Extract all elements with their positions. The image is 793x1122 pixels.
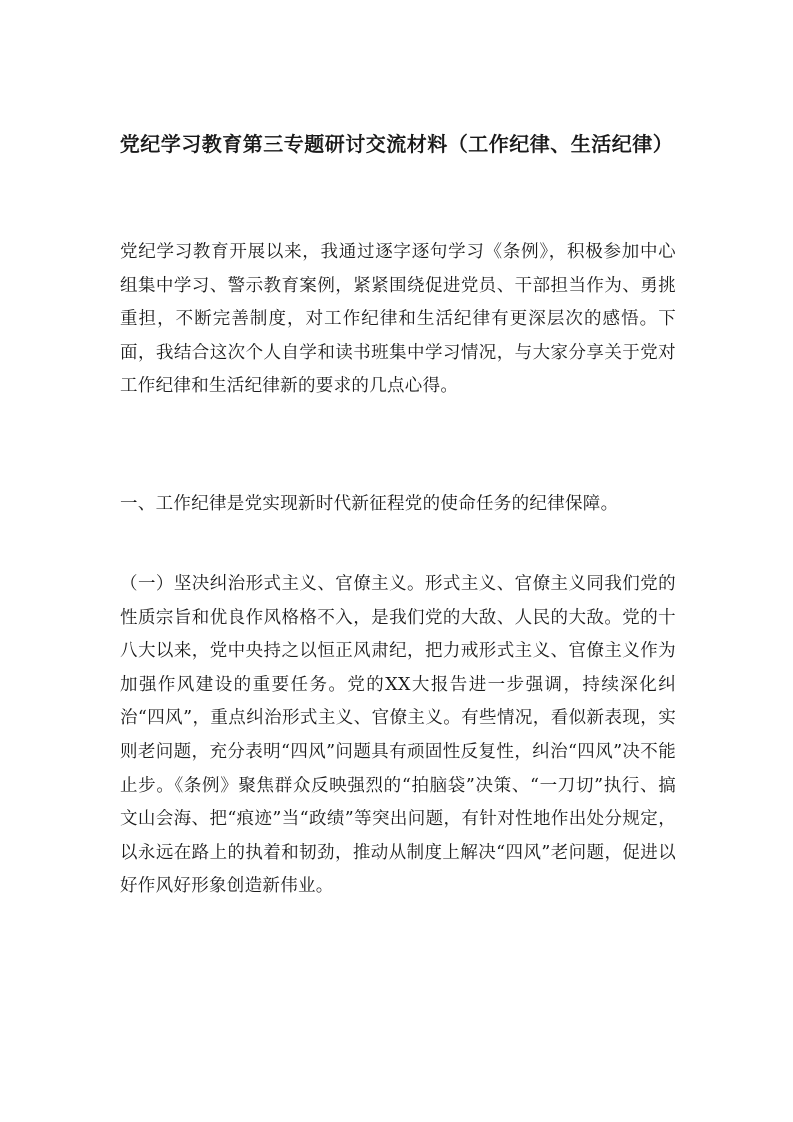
body-paragraph: （一）坚决纠治形式主义、官僚主义。形式主义、官僚主义同我们党的性质宗旨和优良作风格格不入，是我们党的大敌、人民的大敌。党的十八大以来，党中央持之以恒正风肃纪，把力戒形式主义、官僚主义作为加强作风建设的重要任务。党的XX大报告进一步强调，持续深化纠治“四风”，重点纠治形式主义、官僚主义。有些情况，看似新表现，实则老问题，充分表明“四风”问题具有顽固性反复性，纠治“四风”决不能止步。《条例》聚焦群众反映强烈的“拍脑袋”决策、“一刀切”执行、搞文山会海、把“痕迹”当“政绩”等突出问题，有针对性地作出处分规定，以永远在路上的执着和韧劲，推动从制度上解决“四风”老问题，促进以好作风好形象创造新伟业。: [120, 574, 676, 897]
document-title: 党纪学习教育第三专题研讨交流材料（工作纪律、生活纪律）: [119, 132, 674, 156]
intro-paragraph: 党纪学习教育开展以来，我通过逐字逐句学习《条例》，积极参加中心组集中学习、警示教育案例，紧紧围绕促进党员、干部担当作为、勇挑重担，不断完善制度，对工作纪律和生活纪律有更深层次的感悟。下面，我结合这次个人自学和读书班集中学习情况，与大家分享关于党对工作纪律和生活纪律新的要求的几点心得。: [120, 242, 676, 397]
section-heading: 一、工作纪律是党实现新时代新征程党的使命任务的纪律保障。: [120, 494, 619, 514]
